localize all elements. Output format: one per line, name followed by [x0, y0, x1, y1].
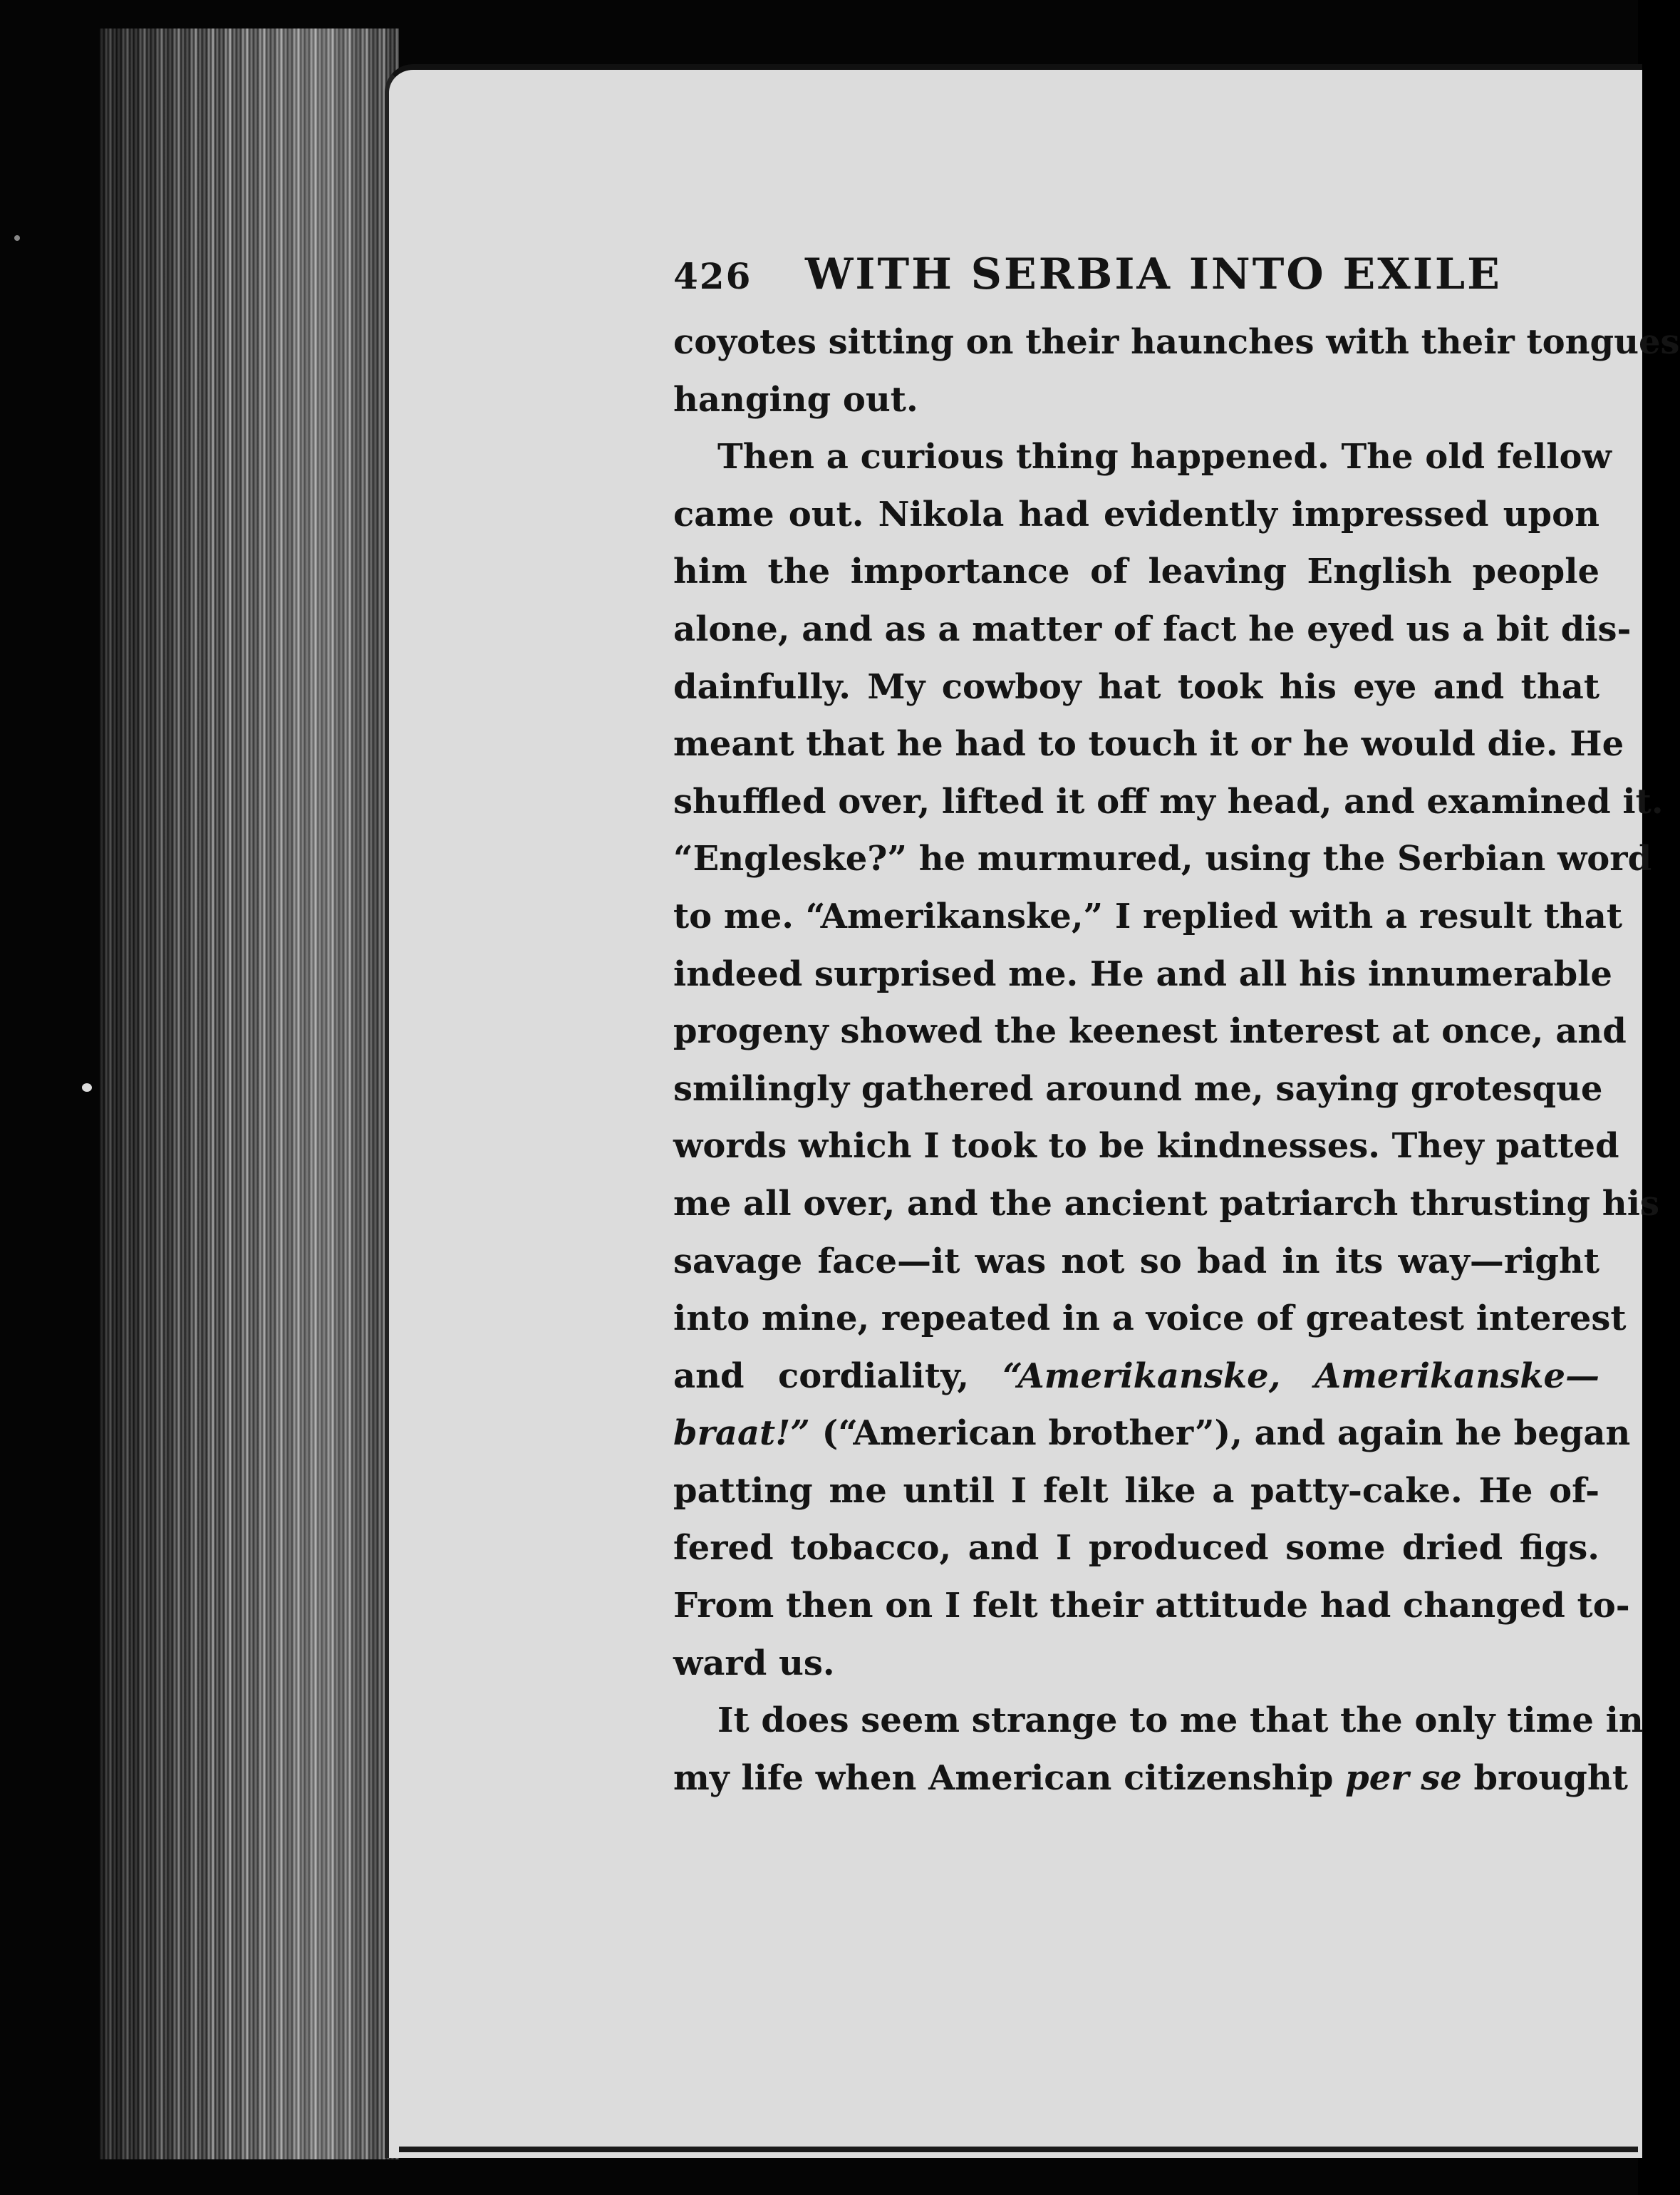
text-line: indeed surprised me. He and all his innumerable: [673, 954, 1612, 994]
text-run: (“American brother”), and again he began: [809, 1413, 1631, 1454]
scan-speck: [14, 235, 20, 241]
text-line: It does seem strange to me that the only time in: [717, 1700, 1644, 1741]
text-line: him the importance of leaving English people: [673, 552, 1599, 592]
text-line: alone, and as a matter of fact he eyed us a bit dis-: [673, 609, 1632, 649]
text-line: words which I took to be kindnesses. They patted: [673, 1126, 1619, 1167]
page-bottom-edge: [399, 2147, 1638, 2152]
text-line: fered tobacco, and I produced some dried figs.: [673, 1528, 1599, 1569]
paragraph: [673, 314, 1680, 428]
text-line-mixed: [673, 1405, 1631, 1462]
text-line: “Engleske?” he murmured, using the Serbian word: [673, 839, 1652, 879]
text-line: smilingly gathered around me, saying grotesque: [673, 1068, 1603, 1109]
text-run: and cordiality,: [673, 1355, 970, 1396]
book-title: WITH SERBIA INTO EXILE: [805, 249, 1502, 299]
text-line: coyotes sitting on their haunches with their tongues: [673, 322, 1680, 362]
text-line: Then a curious thing happened. The old fellow: [717, 437, 1612, 477]
text-line: progeny showed the keenest interest at once, and: [673, 1011, 1627, 1052]
text-block: [673, 249, 1680, 1807]
italic-run: per se: [1345, 1757, 1462, 1798]
text-line: dainfully. My cowboy hat took his eye and that: [673, 666, 1599, 707]
text-line: me all over, and the ancient patriarch thrusting his: [673, 1183, 1659, 1224]
text-line: into mine, repeated in a voice of greatest interest: [673, 1298, 1627, 1339]
italic-run: braat!”: [673, 1413, 810, 1454]
paragraph: [673, 428, 1664, 1692]
text-line: ward us.: [673, 1643, 835, 1683]
running-head: [673, 249, 1599, 314]
italic-run: “Amerikanske, Amerikanske—: [1002, 1355, 1599, 1396]
text-line: patting me until I felt like a patty-cake. He of-: [673, 1470, 1599, 1511]
page-edges: [100, 29, 399, 2159]
text-line: From then on I felt their attitude had changed to-: [673, 1586, 1630, 1626]
text-line: to me. “Amerikanske,” I replied with a result that: [673, 896, 1623, 936]
text-line: came out. Nikola had evidently impressed upon: [673, 494, 1599, 534]
text-line: meant that he had to touch it or he would die. He: [673, 724, 1624, 765]
text-line: hanging out.: [673, 379, 918, 420]
text-line-mixed: [673, 1750, 1628, 1807]
paragraph: [673, 1692, 1644, 1807]
text-line-mixed: [673, 1348, 1599, 1405]
text-run: brought: [1461, 1757, 1628, 1798]
text-run: my life when American citizenship: [673, 1757, 1334, 1798]
text-line: savage face—it was not so bad in its way—right: [673, 1241, 1599, 1281]
page-number: 426: [673, 255, 752, 297]
scan-speck: [82, 1083, 92, 1092]
text-line: shuffled over, lifted it off my head, and examined it.: [673, 781, 1664, 822]
